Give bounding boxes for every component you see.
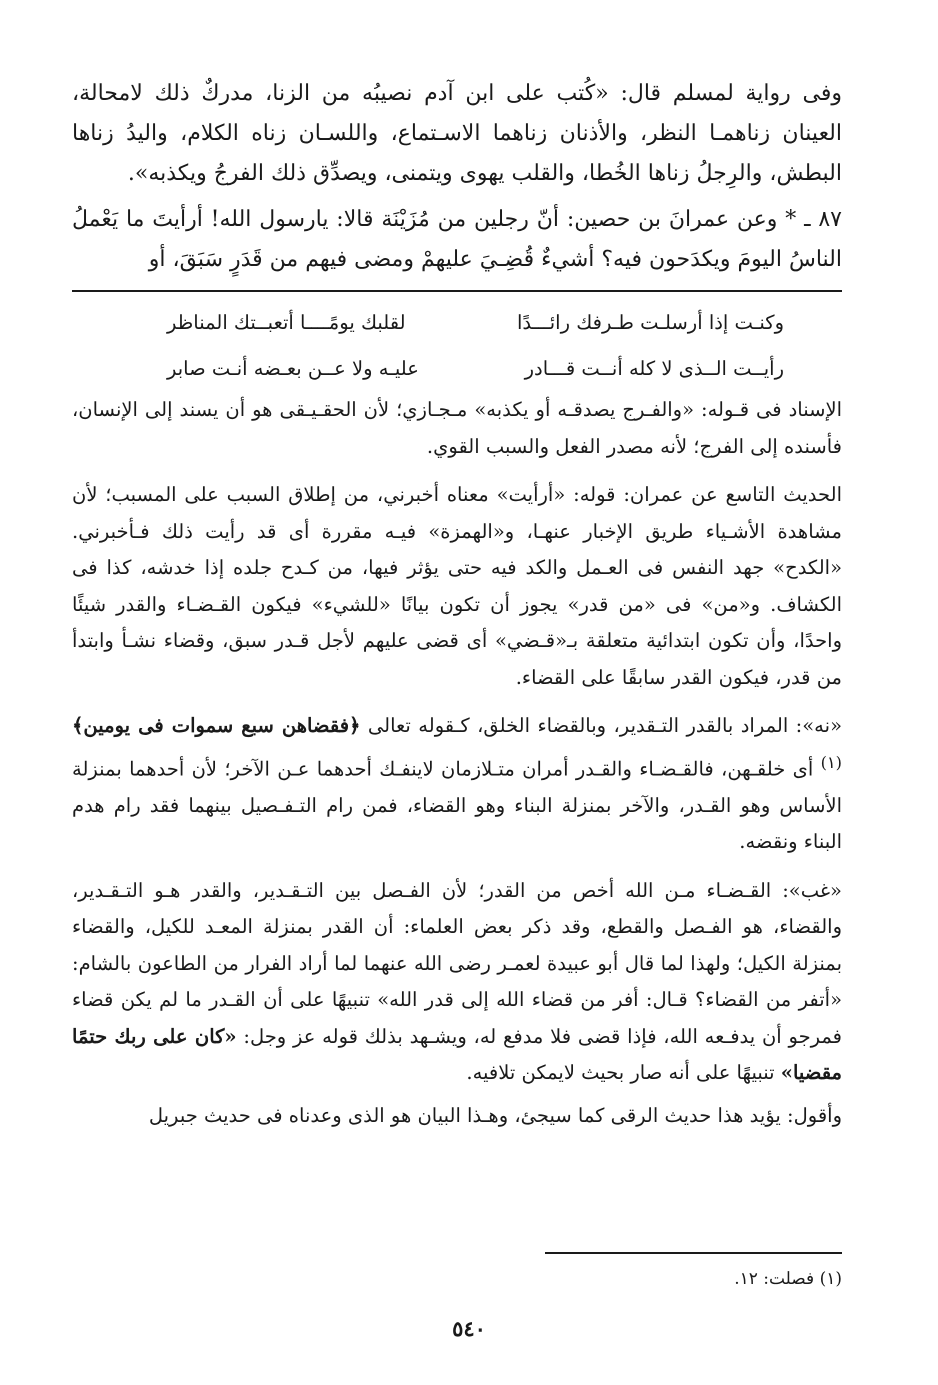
commentary-4-text-a: «غب»: القـضـاء مـن الله أخص من القدر؛ لأن الفـصل بين التـقـدير، والقدر هـو التـقـدير، والقضاء، هو الفـصل والقطع، وقد ذكر بعض العلماء: أن القدر بمنزلة المعـد للكيل، والقضاء بمنزلة الكيل؛ ولهذا لما قال أبو عبيدة لعمـر رضى الله عنهما لما أراد الفرار من الطاعون بالشام: «أتفر من القضاء؟ قـال: أفر من قضاء الله إلى قدر الله» تنبيهًا على أن القـدر ما لم يكن قضاء فمرجو أن يدفـعه الله، فإذا قضى فلا مدفع له، ويشـهد بذلك قوله عز وجل:	[72, 878, 842, 1048]
footnote: (١) فصلت: ١٢.	[734, 1269, 842, 1289]
footnote-divider	[545, 1252, 842, 1254]
commentary-paragraph-2: الحديث التاسع عن عمران: قوله: «أرأيت» معناه أخبرني، من إطلاق السبب على المسبب؛ لأن مشاهدة الأشـياء طريق الإخبار عنهـا، و«الهمزة» فيـه مقررة أى قد رأيت ذلك فـأخبرني. «الكدح» جهد النفس فى العـمل والكد فيه حتى يؤثر فيها، من كـدح جلده إذا خدشه، كذا فى الكشاف. و«من» فى «من قدر» يجوز أن تكون بيانًا «للشيء» فيكون القـضـاء والقدر شيئًا واحدًا، وأن تكون ابتدائية متعلقة بـ«قـضي» أى قضى عليهم لأجل قـدر سبق، وقضاء نشـأ وابتدأ من قدر، فيكون القدر سابقًا على القضاء.	[72, 483, 842, 689]
commentary-3-text-a: «نه»: المراد بالقدر التـقدير، وبالقضاء الخلق، كـقوله تعالى	[360, 714, 842, 737]
poem-line-2-first-hemistich: رأيــت الــذى لا كله أنــت قـــادر	[524, 357, 784, 380]
poem-line-1	[72, 300, 842, 346]
poem-line-1-first-hemistich: وكنـت إذا أرسلـت طـرفك رائـــدًا	[516, 311, 784, 334]
commentary-paragraph-5: وأقول: يؤيد هذا حديث الرقى كما سيجئ، وهـذا البيان هو الذى وعدناه فى حديث جبريل	[148, 1103, 842, 1127]
poem-line-2	[72, 346, 842, 392]
commentary-3-text-b: أى خلقـهن، فالقـضـاء والقـدر أمران متـلازمان لاينفـك أحدهما عـن الآخر؛ لأن أحدهما بمنزلة الأساس وهو القـدر، والآخر بمنزلة البناء وهو القضاء، فمن رام التـفـصيل بينهما فقد رام هدم البناء ونقضه.	[72, 757, 842, 853]
quran-verse-fussilat: ﴿فقضاهن سبع سموات فى يومين﴾	[72, 714, 361, 737]
page-number: ٥٤٠	[452, 1316, 486, 1341]
quran-verse-maryam: «كان على ربك حتمًا مقضيا»	[72, 1024, 842, 1084]
page-content	[72, 74, 842, 1134]
commentary-paragraph-1: الإسناد فى قـوله: «والفـرج يصدقـه أو يكذبه» مـجـازي؛ لأن الحقـيـقى هو أن يسند إلى الإنسان، فأسنده إلى الفرج؛ لأنه مصدر الفعل والسبب القوي.	[72, 398, 842, 458]
hadith-paragraph-1: وفى رواية لمسلم قال: «كُتب على ابن آدم نصيبُه من الزنا، مدركٌ ذلك لامحالة، العينان زناهمـا النظر، والأذنان زناهما الاسـتماع، واللسـان زناه الكلام، واليدُ زناها البطش، والرِجلُ زناها الخُطا، والقلب يهوى ويتمنى، ويصدِّق ذلك الفرجُ ويكذبه».	[72, 81, 842, 186]
hadith-paragraph-87: ٨٧ ـ * وعن عمرانَ بن حصين: أنّ رجلين من مُزَيْنَة قالا: يارسول الله! أرأيتَ ما يَعْملُ الناسُ اليومَ ويكدَحون فيه؟ أشيءٌ قُضِـيَ عليهمْ ومضى فيهم من قَدَرٍ سَبَقَ، أو	[72, 207, 842, 272]
poem-line-1-second-hemistich: لقلبك يومًــــا أتعبــتك المناظر	[167, 311, 406, 334]
footnote-reference: (١)	[820, 752, 842, 772]
commentary-paragraph-3	[72, 708, 842, 861]
poem-line-2-second-hemistich: عليـه ولا عــن بعـضه أنـت صابر	[167, 357, 419, 380]
section-divider	[72, 290, 842, 292]
commentary-paragraph-4	[72, 873, 842, 1092]
commentary-4-text-b: تنبيهًا على أنه صار بحيث لايمكن تلافيه.	[466, 1061, 781, 1084]
